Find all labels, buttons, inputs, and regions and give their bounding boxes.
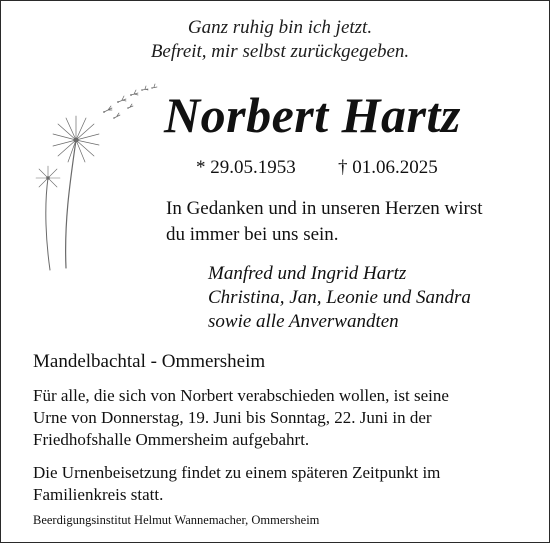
location: Mandelbachtal - Ommersheim xyxy=(33,351,266,372)
dedication-line: du immer bei uns sein. xyxy=(166,224,339,245)
mourner-line: Christina, Jan, Leonie und Sandra xyxy=(208,287,471,308)
motto-line: Ganz ruhig bin ich jetzt. xyxy=(187,17,373,38)
dedication-line: In Gedanken und in unseren Herzen wirst xyxy=(166,198,483,219)
burial-notice xyxy=(33,462,440,506)
notice-line: Familienkreis statt. xyxy=(33,485,164,504)
mourner-line: sowie alle Anverwandten xyxy=(208,311,399,332)
mourners-list xyxy=(208,262,471,334)
funeral-home: Beerdigungsinstitut Helmut Wannemacher, Ommersheim xyxy=(33,513,320,527)
mourner-line: Manfred und Ingrid Hartz xyxy=(208,263,407,284)
notice-line: Urne von Donnerstag, 19. Juni bis Sonntag, 22. Juni in der xyxy=(33,408,432,427)
notice-line: Für alle, die sich von Norbert verabschieden wollen, ist seine xyxy=(33,386,449,405)
birth-date: * 29.05.1953 xyxy=(196,157,296,178)
motto-line: Befreit, mir selbst zurückgegeben. xyxy=(150,41,410,62)
motto-quote xyxy=(120,16,440,64)
dedication-text xyxy=(166,196,483,248)
dandelion-icon xyxy=(28,82,173,272)
death-date: † 01.06.2025 xyxy=(338,157,438,178)
notice-line: Die Urnenbeisetzung findet zu einem späteren Zeitpunkt im xyxy=(33,463,441,482)
deceased-name: Norbert Hartz xyxy=(164,87,461,143)
notice-line: Friedhofshalle Ommersheim aufgebahrt. xyxy=(33,430,310,449)
viewing-notice xyxy=(33,385,449,451)
